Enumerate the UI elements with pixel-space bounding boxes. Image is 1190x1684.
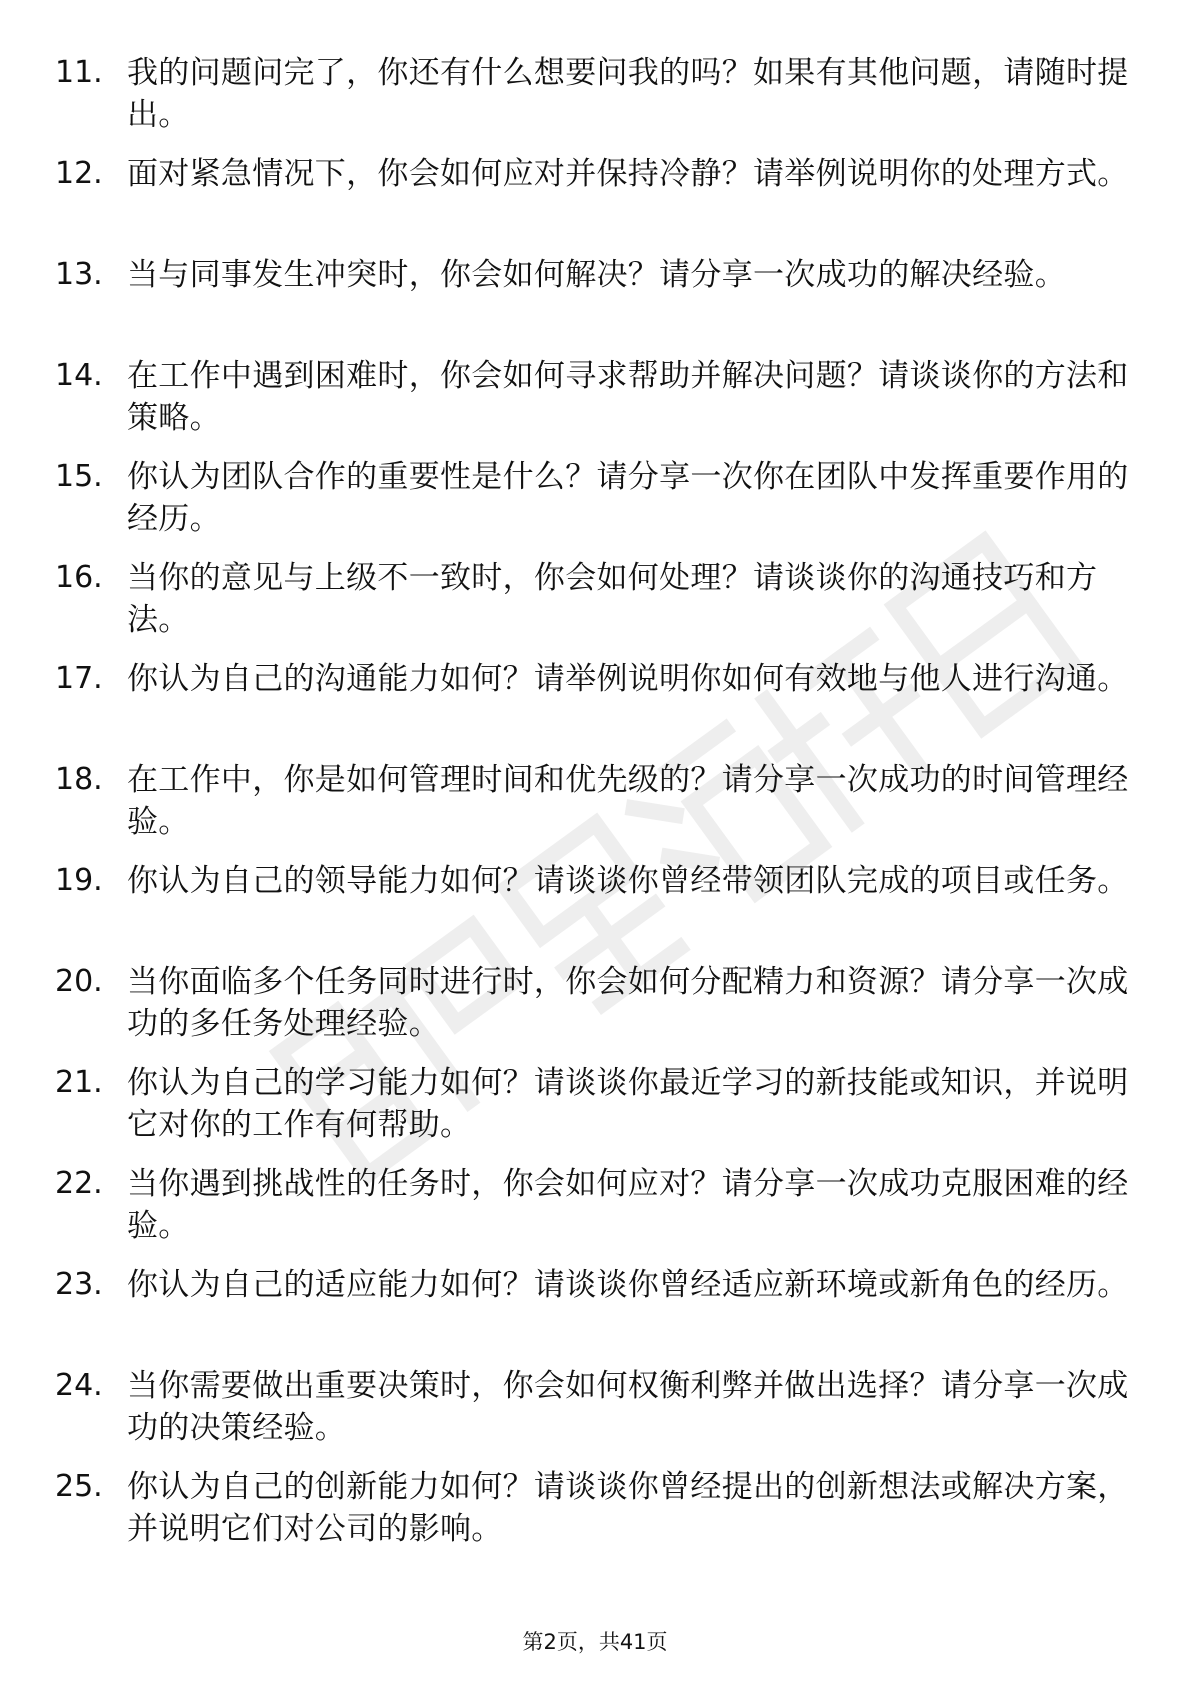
question-number: 22. (55, 1166, 103, 1201)
question-text: 你认为自己的创新能力如何？请谈谈你曾经提出的创新想法或解决方案，并说明它们对公司的影响。 (127, 1469, 1129, 1547)
question-text: 你认为自己的学习能力如何？请谈谈你最近学习的新技能或知识，并说明它对你的工作有何帮助。 (127, 1065, 1129, 1143)
question-text: 当与同事发生冲突时，你会如何解决？请分享一次成功的解决经验。 (127, 257, 1066, 293)
question-number: 12. (55, 156, 103, 191)
list-item (55, 456, 1135, 557)
list-item (55, 254, 1135, 355)
list-item (55, 1264, 1135, 1365)
list-item (55, 153, 1135, 254)
question-text: 你认为自己的适应能力如何？请谈谈你曾经适应新环境或新角色的经历。 (127, 1267, 1129, 1303)
question-number: 17. (55, 661, 103, 696)
list-item (55, 52, 1135, 153)
question-number: 15. (55, 459, 103, 494)
list-item (55, 961, 1135, 1062)
question-text: 在工作中遇到困难时，你会如何寻求帮助并解决问题？请谈谈你的方法和策略。 (127, 358, 1129, 436)
list-item (55, 557, 1135, 658)
question-number: 23. (55, 1267, 103, 1302)
question-text: 面对紧急情况下，你会如何应对并保持冷静？请举例说明你的处理方式。 (127, 156, 1129, 192)
question-text: 我的问题问完了，你还有什么想要问我的吗？如果有其他问题，请随时提出。 (127, 55, 1129, 133)
question-text: 当你遇到挑战性的任务时，你会如何应对？请分享一次成功克服困难的经验。 (127, 1166, 1129, 1244)
question-text: 你认为自己的领导能力如何？请谈谈你曾经带领团队完成的项目或任务。 (127, 863, 1129, 899)
question-text: 当你面临多个任务同时进行时，你会如何分配精力和资源？请分享一次成功的多任务处理经验。 (127, 964, 1129, 1042)
question-number: 18. (55, 762, 103, 797)
list-item (55, 355, 1135, 456)
question-number: 25. (55, 1469, 103, 1504)
question-text: 当你的意见与上级不一致时，你会如何处理？请谈谈你的沟通技巧和方法。 (127, 560, 1098, 638)
question-text: 在工作中，你是如何管理时间和优先级的？请分享一次成功的时间管理经验。 (127, 762, 1129, 840)
list-item (55, 860, 1135, 961)
question-number: 24. (55, 1368, 103, 1403)
question-text: 当你需要做出重要决策时，你会如何权衡利弊并做出选择？请分享一次成功的决策经验。 (127, 1368, 1129, 1446)
list-item (55, 1163, 1135, 1264)
question-text: 你认为自己的沟通能力如何？请举例说明你如何有效地与他人进行沟通。 (127, 661, 1129, 697)
question-number: 21. (55, 1065, 103, 1100)
list-item (55, 658, 1135, 759)
question-text: 你认为团队合作的重要性是什么？请分享一次你在团队中发挥重要作用的经历。 (127, 459, 1129, 537)
list-item (55, 1062, 1135, 1163)
question-number: 13. (55, 257, 103, 292)
page-footer: 第2页，共41页 (522, 1630, 668, 1654)
question-number: 20. (55, 964, 103, 999)
list-item (55, 759, 1135, 860)
list-item (55, 1365, 1135, 1466)
list-item (55, 1466, 1135, 1567)
question-list (55, 52, 1135, 1567)
question-number: 11. (55, 55, 103, 90)
question-number: 16. (55, 560, 103, 595)
question-number: 14. (55, 358, 103, 393)
question-number: 19. (55, 863, 103, 898)
